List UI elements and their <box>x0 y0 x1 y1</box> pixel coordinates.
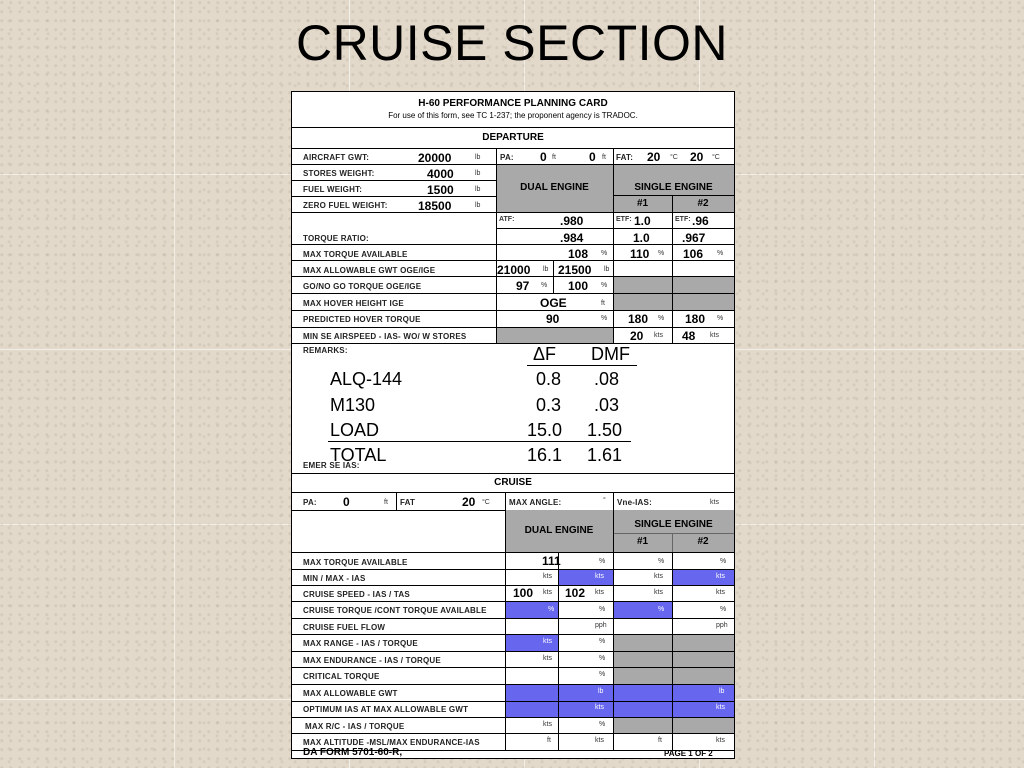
vne-ias-label: Vne-IAS: <box>617 498 652 507</box>
cruise-unit: kts <box>716 704 725 711</box>
aircraft-gwt-label: AIRCRAFT GWT: <box>303 153 370 162</box>
emer-se-ias-label: EMER SE IAS: <box>303 461 360 470</box>
predicted-hover-torque-2: 180 <box>685 312 706 326</box>
remark-row-name: M130 <box>330 395 376 415</box>
cruise-speed-ias: 100 <box>513 586 534 600</box>
cruise-unit: ft <box>547 737 551 744</box>
cruise-row-label: MAX RANGE - IAS / TORQUE <box>303 639 418 648</box>
remark-row-name: TOTAL <box>330 445 387 465</box>
cruise-row-label: CRITICAL TORQUE <box>303 672 380 681</box>
max-torque-available-1: 110 <box>630 247 650 261</box>
card-subtitle: For use of this form, see TC 1-237; the proponent agency is TRADOC. <box>388 111 638 120</box>
page-number: PAGE 1 OF 2 <box>664 749 713 758</box>
cruise-unit: % <box>599 721 606 728</box>
cruise-row-label: MAX TORQUE AVAILABLE <box>303 558 408 567</box>
percent-unit: % <box>658 315 665 322</box>
predicted-hover-torque-dual: 90 <box>546 312 560 326</box>
remark-row-dmf: 1.61 <box>587 445 623 465</box>
single-engine-shade-block <box>613 634 734 684</box>
single-engine-header: SINGLE ENGINE <box>634 182 713 193</box>
cruise-unit: kts <box>654 589 663 596</box>
etf-value-2: .96 <box>692 214 709 228</box>
cruise-row-label: MAX ALTITUDE -MSL/MAX ENDURANCE-IAS <box>303 738 480 747</box>
min-se-airspeed-w: 48 <box>682 329 696 343</box>
remark-row-delta-f: 0.8 <box>536 369 562 389</box>
cruise-header: CRUISE <box>494 477 532 488</box>
max-torque-available-2: 106 <box>683 247 704 261</box>
cruise-unit: kts <box>595 704 604 711</box>
cruise-row-label: MAX R/C - IAS / TORQUE <box>305 722 405 731</box>
cruise-unit: lb <box>719 688 725 695</box>
highlight-cell <box>558 569 613 585</box>
cruise-row-label: MAX ALLOWABLE GWT <box>303 689 398 698</box>
torque-ratio-label: TORQUE RATIO: <box>303 234 369 243</box>
cruise-unit: % <box>599 558 606 565</box>
cruise-unit: pph <box>716 622 728 629</box>
remark-row-delta-f: 16.1 <box>527 445 563 465</box>
cruise-unit: kts <box>543 638 552 645</box>
max-torque-available-label: MAX TORQUE AVAILABLE <box>303 250 408 259</box>
cruise-single-engine-header: SINGLE ENGINE <box>634 519 713 530</box>
predicted-hover-torque-label: PREDICTED HOVER TORQUE <box>303 315 421 324</box>
cruise-engine-2-header: #2 <box>697 536 709 547</box>
max-hover-height-value: OGE <box>540 296 567 310</box>
fuel-weight-label: FUEL WEIGHT: <box>303 185 363 194</box>
celsius-unit: °C <box>670 154 678 161</box>
max-angle-label: MAX ANGLE: <box>509 498 562 507</box>
cruise-unit: % <box>720 606 727 613</box>
go-no-go-label: GO/NO GO TORQUE OGE/IGE <box>303 282 422 291</box>
max-torque-available-dual: 108 <box>568 247 589 261</box>
max-hover-height-label: MAX HOVER HEIGHT IGE <box>303 299 404 308</box>
form-number: DA FORM 5701-60-R, <box>303 747 403 758</box>
min-se-airspeed-label: MIN SE AIRSPEED - IAS- WO/ W STORES <box>303 332 467 341</box>
lb-unit: lb <box>475 202 481 209</box>
lb-unit: lb <box>475 154 481 161</box>
torque-ratio-1: 1.0 <box>633 231 650 245</box>
cruise-row-label: MAX ENDURANCE - IAS / TORQUE <box>303 656 441 665</box>
zero-fuel-weight-label: ZERO FUEL WEIGHT: <box>303 201 388 210</box>
remark-row-delta-f: 0.3 <box>536 395 562 415</box>
go-no-go-oge: 97 <box>516 279 530 293</box>
cruise-unit: kts <box>543 721 552 728</box>
remark-row-delta-f: 15.0 <box>527 420 563 440</box>
kts-unit: kts <box>654 332 663 339</box>
departure-header: DEPARTURE <box>482 132 544 143</box>
cruise-fat-value: 20 <box>462 495 476 509</box>
stores-weight-value: 4000 <box>427 167 454 181</box>
stores-weight-label: STORES WEIGHT: <box>303 169 375 178</box>
dual-engine-header: DUAL ENGINE <box>520 182 589 193</box>
atf-label: ATF: <box>499 216 515 223</box>
etf-label-2: ETF: <box>675 216 691 223</box>
fat-label: FAT: <box>616 153 634 162</box>
cruise-unit: % <box>599 671 606 678</box>
highlight-row <box>505 701 734 717</box>
ft-unit: ft <box>552 154 556 161</box>
single-engine-shade-row <box>613 717 734 733</box>
cruise-row-label: CRUISE FUEL FLOW <box>303 623 386 632</box>
celsius-unit: °C <box>482 499 490 506</box>
fat-value-2: 20 <box>690 150 704 164</box>
kts-unit: kts <box>710 332 719 339</box>
dmf-header: DMF <box>591 344 630 364</box>
cruise-unit: % <box>599 655 606 662</box>
cruise-unit: % <box>548 606 555 613</box>
fat-value-1: 20 <box>647 150 661 164</box>
cruise-engine-1-header: #1 <box>636 536 649 547</box>
remark-row-name: ALQ-144 <box>330 369 403 389</box>
cruise-unit: % <box>720 558 727 565</box>
cruise-speed-tas: 102 <box>565 586 586 600</box>
cruise-row-label: CRUISE TORQUE /CONT TORQUE AVAILABLE <box>303 606 487 615</box>
ft-unit: ft <box>601 300 605 307</box>
zero-fuel-weight-value: 18500 <box>418 199 452 213</box>
ft-unit: ft <box>602 154 606 161</box>
remark-row-dmf: .08 <box>594 369 620 389</box>
slide-title: CRUISE SECTION <box>295 15 729 71</box>
etf-value-1: 1.0 <box>634 214 651 228</box>
cruise-unit: kts <box>595 737 604 744</box>
celsius-unit: °C <box>712 154 720 161</box>
cruise-row-label: OPTIMUM IAS AT MAX ALLOWABLE GWT <box>303 705 469 714</box>
cruise-unit: kts <box>595 589 604 596</box>
cruise-max-torque-value: 111 <box>542 554 561 568</box>
cruise-unit: kts <box>543 655 552 662</box>
percent-unit: % <box>601 315 608 322</box>
go-no-go-ige: 100 <box>568 279 589 293</box>
cruise-row-label: MIN / MAX - IAS <box>303 574 366 583</box>
delta-f-header: ΔF <box>533 344 557 364</box>
lb-unit: lb <box>475 170 481 177</box>
engine-2-header: #2 <box>697 198 709 209</box>
cruise-unit: kts <box>543 589 552 596</box>
cruise-unit: kts <box>716 737 725 744</box>
percent-unit: % <box>717 315 724 322</box>
cruise-pa-value: 0 <box>343 495 350 509</box>
performance-planning-card <box>291 91 735 759</box>
torque-ratio-2: .967 <box>682 231 706 245</box>
percent-unit: % <box>601 282 608 289</box>
cruise-unit: % <box>658 606 665 613</box>
cruise-unit: kts <box>716 573 725 580</box>
remark-row-name: LOAD <box>330 420 380 440</box>
atf-value: .980 <box>560 214 584 228</box>
aircraft-gwt-value: 20000 <box>418 151 452 165</box>
ft-unit: ft <box>384 499 388 506</box>
highlight-row <box>505 684 734 701</box>
cruise-unit: ft <box>658 737 662 744</box>
cruise-row-label: CRUISE SPEED - IAS / TAS <box>303 590 410 599</box>
min-se-dual-shade <box>496 327 613 343</box>
cruise-unit: kts <box>716 589 725 596</box>
percent-unit: % <box>601 250 608 257</box>
fuel-weight-value: 1500 <box>427 183 454 197</box>
cruise-unit: kts <box>654 573 663 580</box>
cruise-unit: % <box>599 606 606 613</box>
cruise-pa-label: PA: <box>303 498 317 507</box>
cruise-unit: kts <box>543 573 552 580</box>
card-title: H-60 PERFORMANCE PLANNING CARD <box>418 98 608 109</box>
max-allowable-gwt-label: MAX ALLOWABLE GWT OGE/IGE <box>303 266 436 275</box>
torque-ratio-dual: .984 <box>560 231 584 245</box>
remarks-label: REMARKS: <box>303 346 348 355</box>
predicted-hover-torque-1: 180 <box>628 312 649 326</box>
cruise-dual-engine-header: DUAL ENGINE <box>524 525 594 536</box>
remark-row-dmf: .03 <box>594 395 620 415</box>
cruise-unit: % <box>599 638 606 645</box>
pa-value-2: 0 <box>589 150 596 164</box>
percent-unit: % <box>541 282 548 289</box>
lb-unit: lb <box>475 186 481 193</box>
percent-unit: % <box>717 250 724 257</box>
remark-row-dmf: 1.50 <box>587 420 623 440</box>
lb-unit: lb <box>604 266 610 273</box>
pa-value-1: 0 <box>540 150 547 164</box>
pa-label: PA: <box>500 153 514 162</box>
percent-unit: % <box>658 250 665 257</box>
etf-label-1: ETF: <box>616 216 632 223</box>
max-allowable-gwt-oge: 21000 <box>497 263 531 277</box>
cruise-fat-label: FAT <box>400 498 416 507</box>
degree-unit: ° <box>603 497 606 504</box>
engine-1-header: #1 <box>636 198 649 209</box>
max-allowable-gwt-ige: 21500 <box>558 263 592 277</box>
cruise-unit: pph <box>595 622 607 629</box>
lb-unit: lb <box>543 266 549 273</box>
kts-unit: kts <box>710 499 719 506</box>
cruise-unit: lb <box>598 688 604 695</box>
cruise-unit: kts <box>595 573 604 580</box>
cruise-unit: % <box>658 558 665 565</box>
min-se-airspeed-wo: 20 <box>630 329 644 343</box>
